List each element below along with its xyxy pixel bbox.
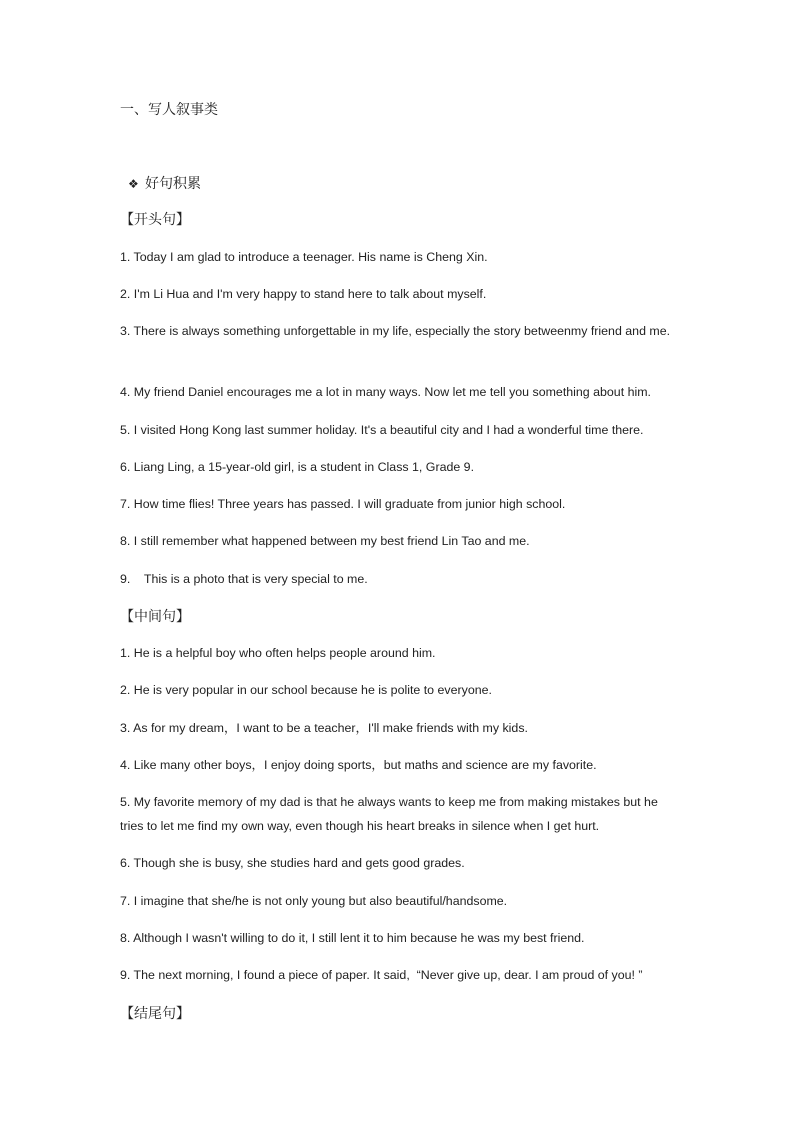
opening-sentence-6: 6. Liang Ling, a 15-year-old girl, is a student in Class 1, Grade 9. [120, 460, 475, 474]
opening-sentence-2: 2. I'm Li Hua and I'm very happy to stand here to talk about myself. [120, 287, 487, 301]
middle-sentence-7: 7. I imagine that she/he is not only young but also beautiful/handsome. [120, 894, 508, 908]
middle-sentence-8: 8. Although I wasn't willing to do it, I still lent it to him because he was my best friend. [120, 931, 585, 945]
middle-sentence-1: 1. He is a helpful boy who often helps people around him. [120, 646, 436, 660]
opening-sentence-1: 1. Today I am glad to introduce a teenager. His name is Cheng Xin. [120, 250, 488, 264]
middle-sentence-6: 6. Though she is busy, she studies hard and gets good grades. [120, 856, 465, 870]
subheading-text: 好句积累 [145, 175, 201, 191]
middle-sentence-4: 4. Like many other boys，I enjoy doing sports，but maths and science are my favorite. [120, 758, 597, 772]
opening-sentence-7: 7. How time flies! Three years has passed. I will graduate from junior high school. [120, 497, 566, 511]
middle-sentence-9: 9. The next morning, I found a piece of paper. It said, “Never give up, dear. I am proud of you! ” [120, 968, 643, 982]
middle-sentence-2: 2. He is very popular in our school because he is polite to everyone. [120, 683, 492, 697]
opening-sentence-5: 5. I visited Hong Kong last summer holiday. It's a beautiful city and I had a wonderful time there. [120, 423, 644, 437]
middle-sentence-5: 5. My favorite memory of my dad is that he always wants to keep me from making mistakes but he tries to let me find my own way, even though his heart breaks in silence when I get hurt. [120, 795, 658, 833]
subheading [128, 173, 201, 194]
group-label-ending: 【结尾句】 [120, 1005, 190, 1021]
opening-sentence-8: 8. I still remember what happened between my best friend Lin Tao and me. [120, 534, 530, 548]
group-label-opening: 【开头句】 [120, 211, 190, 227]
opening-sentence-4: 4. My friend Daniel encourages me a lot in many ways. Now let me tell you something about him. [120, 385, 651, 399]
group-label-middle: 【中间句】 [120, 608, 190, 624]
section-title: 一、写人叙事类 [120, 101, 218, 117]
opening-sentence-3: 3. There is always something unforgettable in my life, especially the story betweenmy friend and me. [120, 324, 671, 338]
diamond-bullet-icon: ❖ [128, 177, 139, 191]
opening-sentence-9: 9. This is a photo that is very special to me. [120, 572, 368, 586]
middle-sentence-3: 3. As for my dream，I want to be a teacher，I'll make friends with my kids. [120, 721, 528, 735]
